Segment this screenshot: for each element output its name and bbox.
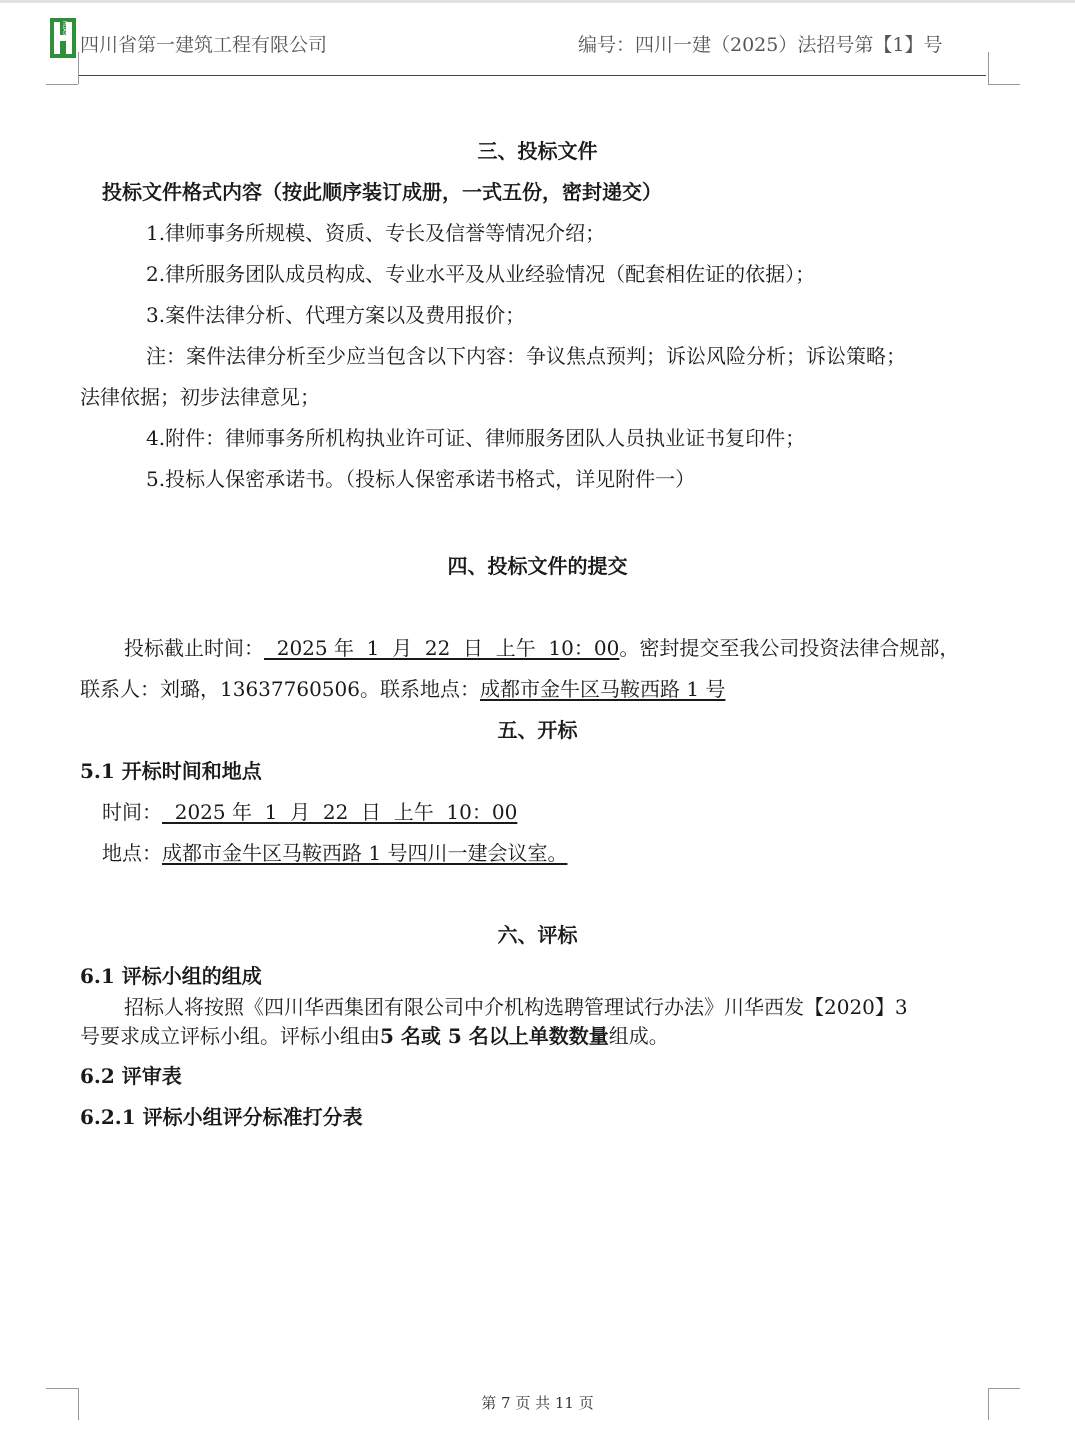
opening-place-line <box>102 843 567 863</box>
crop-mark-top-left-h <box>46 84 78 85</box>
time-value: 2025 年 1 月 22 日 上午 10：00 <box>162 800 518 824</box>
deadline-tail: 。密封提交至我公司投资法律合规部， <box>619 636 960 660</box>
logo-text: HUASHI <box>61 21 67 41</box>
crop-mark-top-right-h <box>988 84 1020 85</box>
crop-mark-bottom-right-h <box>988 1388 1020 1389</box>
opening-time-line <box>102 802 517 822</box>
section4-deadline-line <box>124 638 959 658</box>
header-divider <box>78 75 986 76</box>
crop-mark-top-left <box>78 52 79 84</box>
contact-address: 成都市金牛区马鞍西路 1 号 <box>479 677 726 701</box>
crop-mark-bottom-left-h <box>46 1388 78 1389</box>
crop-mark-top-right <box>988 52 989 84</box>
section3-note-line1: 注：案件法律分析至少应当包含以下内容：争议焦点预判；诉讼风险分析；诉讼策略； <box>146 344 906 368</box>
section3-note-line2: 法律依据；初步法律意见； <box>80 385 320 409</box>
section5-title: 五、开标 <box>497 718 578 742</box>
para-line2-end: 组成。 <box>608 1024 669 1048</box>
section5-sub-title: 5.1 开标时间和地点 <box>80 759 262 783</box>
contact-text: 联系人：刘璐，13637760506。联系地点： <box>80 677 480 701</box>
section6-sub2-title: 6.2 评审表 <box>80 1064 182 1088</box>
section3-item-2: 2.律所服务团队成员构成、专业水平及从业经验情况（配套相佐证的依据）； <box>146 262 816 286</box>
place-label: 地点： <box>102 841 162 865</box>
section6-title: 六、评标 <box>497 923 578 947</box>
section3-format-title: 投标文件格式内容（按此顺序装订成册，一式五份，密封递交） <box>102 180 662 204</box>
section3-title: 三、投标文件 <box>477 139 598 163</box>
page-number: 第 7 页 共 11 页 <box>481 1394 594 1412</box>
place-value: 成都市金牛区马鞍西路 1 号四川一建会议室。 <box>162 841 568 865</box>
deadline-value: 2025 年 1 月 22 日 上午 10：00 <box>264 636 620 660</box>
section3-item-3: 3.案件法律分析、代理方案以及费用报价； <box>146 303 526 327</box>
top-edge-line <box>0 0 1075 3</box>
time-label: 时间： <box>102 800 162 824</box>
section3-item-5: 5.投标人保密承诺书。（投标人保密承诺书格式，详见附件一） <box>146 467 696 491</box>
deadline-label: 投标截止时间： <box>124 636 264 660</box>
section4-contact-line <box>80 679 725 699</box>
section6-sub21-title: 6.2.1 评标小组评分标准打分表 <box>80 1105 363 1129</box>
company-logo <box>50 18 76 58</box>
header-doc-number: 编号：四川一建（2025）法招号第【1】号 <box>578 34 943 56</box>
para-line2-start: 号要求成立评标小组。评标小组由 <box>80 1024 380 1048</box>
section6-para-line2 <box>80 1026 669 1046</box>
section6-sub1-title: 6.1 评标小组的组成 <box>80 964 262 988</box>
section6-para-line1: 招标人将按照《四川华西集团有限公司中介机构选聘管理试行办法》川华西发【2020】3 <box>124 995 908 1019</box>
header-company-name: 四川省第一建筑工程有限公司 <box>80 34 328 56</box>
section4-title: 四、投标文件的提交 <box>447 554 628 578</box>
para-line2-bold: 5 名或 5 名以上单数数量 <box>380 1024 609 1048</box>
section3-item-1: 1.律师事务所规模、资质、专长及信誉等情况介绍； <box>146 221 606 245</box>
section3-item-4: 4.附件：律师事务所机构执业许可证、律师服务团队人员执业证书复印件； <box>146 426 806 450</box>
